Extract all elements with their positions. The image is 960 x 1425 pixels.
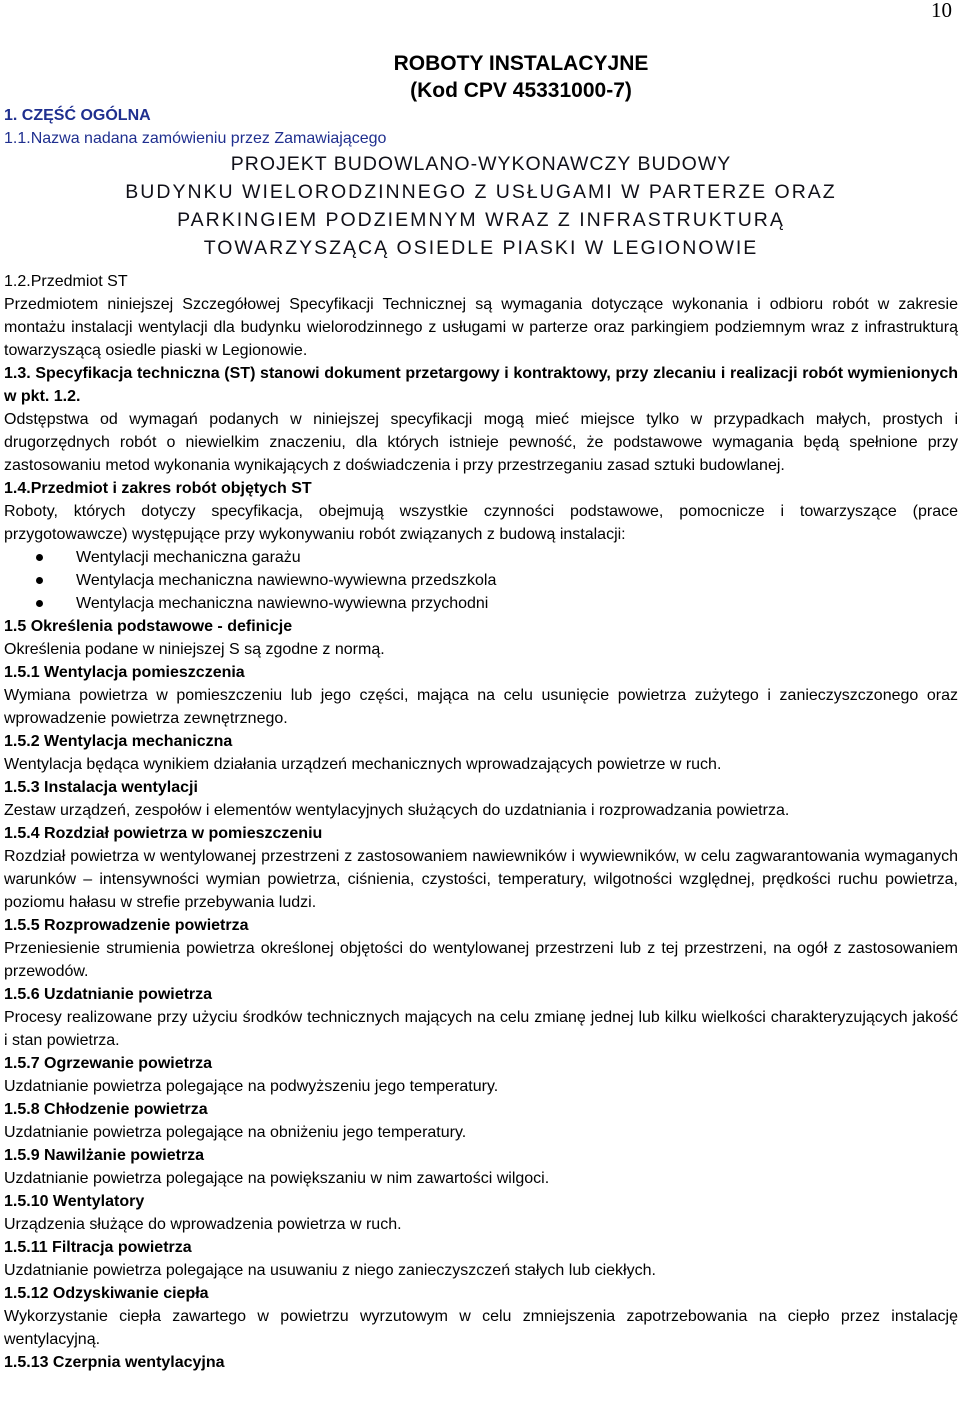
definition-heading: 1.5.11 Filtracja powietrza	[4, 1239, 192, 1256]
definition-text: Wentylacja będąca wynikiem działania urządzeń mechanicznych wprowadzających powietrze w ruch.	[4, 756, 722, 773]
section-1-2-text: Przedmiotem niniejszej Szczegółowej Specyfikacji Technicznej są wymagania dotyczące wykonania i odbioru robót w zakresie montażu instalacji wentylacji dla budynku wielorodzinnego z usługami w parterze oraz parkingiem podziemnym wraz z infrastrukturą towarzyszącą osiedle piaski w Legionowie.	[4, 296, 958, 359]
definition-text: Urządzenia służące do wprowadzenia powietrza w ruch.	[4, 1216, 402, 1233]
section-1-4-heading: 1.4.Przedmiot i zakres robót objętych ST	[4, 480, 312, 497]
project-name-line: BUDYNKU WIELORODZINNEGO Z USŁUGAMI W PARTERZE ORAZ	[125, 181, 837, 203]
definition-text: Przeniesienie strumienia powietrza określonej objętości do wentylowanej przestrzeni lub z tej przestrzeni, na ogół z zastosowaniem przewodów.	[4, 940, 958, 980]
definition-text: Wymiana powietrza w pomieszczeniu lub jego części, mająca na celu usunięcie powietrza zużytego i zanieczyszczonego oraz wprowadzenie powietrza zewnętrznego.	[4, 687, 958, 727]
definition-text: Procesy realizowane przy użyciu środków technicznych mających na celu zmianę jednej lub kilku wielkości charakteryzujących jakość i stan powietrza.	[4, 1009, 958, 1049]
definition-text: Zestaw urządzeń, zespołów i elementów wentylacyjnych służących do uzdatniania i rozprowadzania powietrza.	[4, 802, 790, 819]
definition-heading: 1.5.8 Chłodzenie powietrza	[4, 1101, 208, 1118]
document-title: ROBOTY INSTALACYJNE	[393, 52, 649, 75]
section-1-1-heading: 1.1.Nazwa nadana zamówieniu przez Zamawiającego	[4, 130, 387, 147]
section-1-2-heading: 1.2.Przedmiot ST	[4, 273, 128, 290]
definition-heading: 1.5.3 Instalacja wentylacji	[4, 779, 198, 796]
list-item: Wentylacji mechaniczna garażu	[20, 546, 958, 569]
definition-heading: 1.5.10 Wentylatory	[4, 1193, 145, 1210]
document-subtitle-cpv: (Kod CPV 45331000-7)	[410, 79, 632, 102]
project-name-line: TOWARZYSZĄCĄ OSIEDLE PIASKI W LEGIONOWIE	[203, 237, 759, 259]
project-name-line: PARKINGIEM PODZIEMNYM WRAZ Z INFRASTRUKTURĄ	[177, 209, 785, 231]
section-1-3-text: Odstępstwa od wymagań podanych w niniejszej specyfikacji mogą mieć miejsce tylko w przypadkach małych, prostych i drugorzędnych robót o niewielkim znaczeniu, dla których istnieje pewność, że podstawowe wymagania będą spełnione przy zastosowaniu metod wykonania wynikających z doświadczenia i przy przestrzeganiu zasad sztuki budowlanej.	[4, 411, 958, 474]
definition-text: Uzdatnianie powietrza polegające na powiększaniu w nim zawartości wilgoci.	[4, 1170, 550, 1187]
project-name	[4, 150, 958, 262]
definition-heading: 1.5.2 Wentylacja mechaniczna	[4, 733, 233, 750]
definition-heading: 1.5.12 Odzyskiwanie ciepła	[4, 1285, 209, 1302]
definition-text: Uzdatnianie powietrza polegające na podwyższeniu jego temperatury.	[4, 1078, 499, 1095]
document-page	[4, 0, 958, 1374]
scope-list	[4, 546, 958, 615]
definition-heading: 1.5.6 Uzdatnianie powietrza	[4, 986, 213, 1003]
definition-text: Rozdział powietrza w wentylowanej przestrzeni z zastosowaniem nawiewników i wywiewników, w celu zagwarantowania wymaganych warunków – intensywności wymian powietrza, ciśnienia, czystości, temperatury, wilgotności względnej, prędkości ruchu powietrza, poziomu hałasu w strefie przebywania ludzi.	[4, 848, 958, 911]
section-1-5-text: Określenia podane w niniejszej S są zgodne z normą.	[4, 641, 385, 658]
definition-heading: 1.5.1 Wentylacja pomieszczenia	[4, 664, 245, 681]
definition-heading: 1.5.5 Rozprowadzenie powietrza	[4, 917, 249, 934]
definition-heading: 1.5.7 Ogrzewanie powietrza	[4, 1055, 213, 1072]
bullet-icon	[36, 600, 43, 607]
bullet-icon	[36, 577, 43, 584]
section-1-4-text: Roboty, których dotyczy specyfikacja, obejmują wszystkie czynności podstawowe, pomocnicze i towarzyszące (prace przygotowawcze) występujące przy wykonywaniu robót związanych z budową instalacji:	[4, 503, 958, 543]
definition-text: Wykorzystanie ciepła zawartego w powietrzu wyrzutowym w celu zmniejszenia zapotrzebowania na ciepło przez instalację wentylacyjną.	[4, 1308, 958, 1348]
project-name-line: PROJEKT BUDOWLANO-WYKONAWCZY BUDOWY	[230, 153, 732, 175]
definition-text: Uzdatnianie powietrza polegające na obniżeniu jego temperatury.	[4, 1124, 467, 1141]
definition-heading: 1.5.13 Czerpnia wentylacyjna	[4, 1354, 225, 1371]
definition-heading: 1.5.4 Rozdział powietrza w pomieszczeniu	[4, 825, 323, 842]
section-1-3-heading: 1.3. Specyfikacja techniczna (ST) stanowi dokument przetargowy i kontraktowy, przy zlecaniu i realizacji robót wymienionych w pkt. 1.2.	[4, 365, 958, 405]
definition-text: Uzdatnianie powietrza polegające na usuwaniu z niego zanieczyszczeń stałych lub ciekłych.	[4, 1262, 656, 1279]
section-1-5-heading: 1.5 Określenia podstawowe - definicje	[4, 618, 293, 635]
bullet-icon	[36, 554, 43, 561]
list-item: Wentylacja mechaniczna nawiewno-wywiewna przychodni	[20, 592, 958, 615]
page-number: 10	[931, 0, 952, 22]
definition-heading: 1.5.9 Nawilżanie powietrza	[4, 1147, 205, 1164]
section-1-heading: 1. CZĘŚĆ OGÓLNA	[4, 107, 151, 124]
list-item: Wentylacja mechaniczna nawiewno-wywiewna przedszkola	[20, 569, 958, 592]
